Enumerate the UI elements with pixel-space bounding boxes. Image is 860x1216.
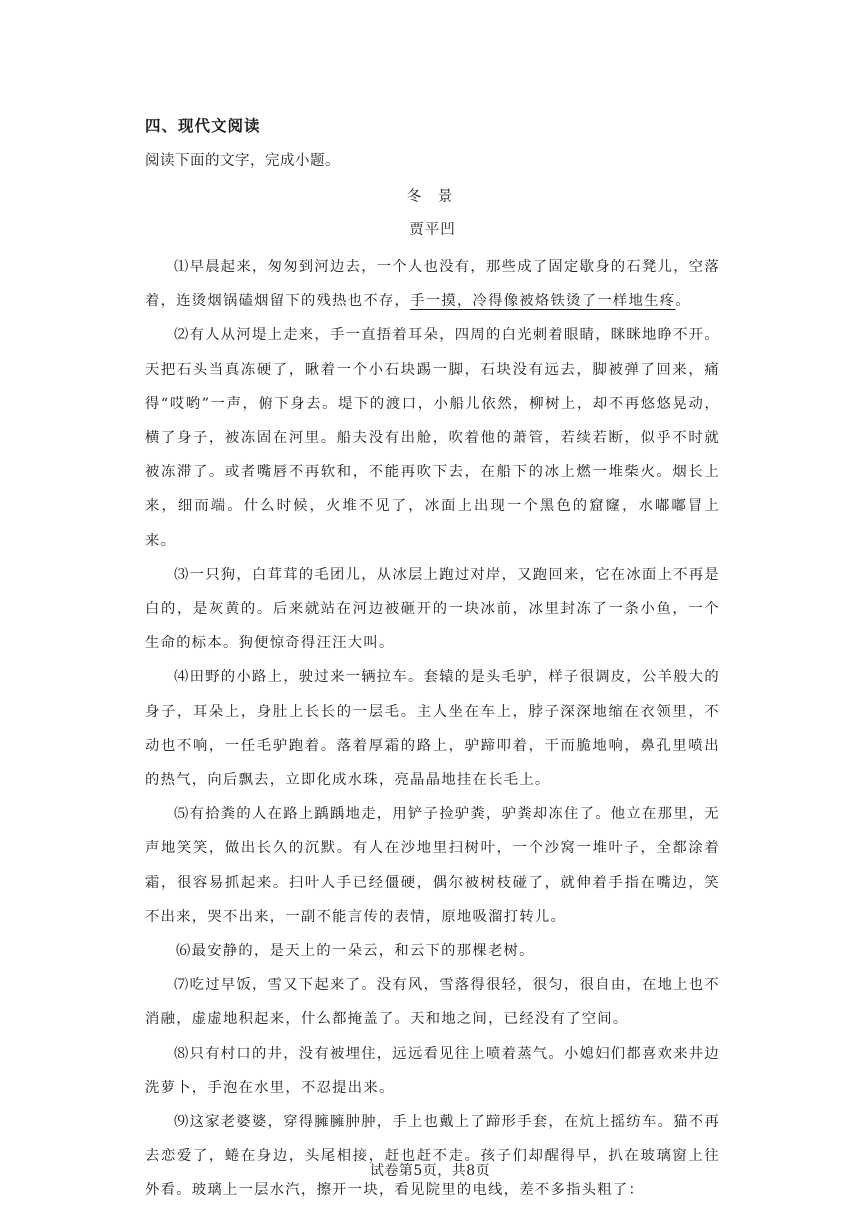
- reading-instruction: 阅读下面的文字，完成小题。: [145, 153, 340, 169]
- page-footer: 试卷第5页，共8页: [369, 1163, 491, 1179]
- paragraph-7: [145, 968, 720, 1036]
- paragraph-3: [145, 558, 720, 661]
- paragraph-5: [145, 797, 720, 934]
- paragraph-number: ⑶: [174, 566, 190, 583]
- paragraph-number: ⑼: [174, 1114, 190, 1131]
- paragraph-text: 吃过早饭，雪又下起来了。没有风，雪落得很轻，很匀，很自由，在地上也不消融，虚虚地积起来，什么都掩盖了。天和地之间，已经没有了空间。: [145, 977, 720, 1028]
- paragraph-number: ⑴: [174, 259, 190, 275]
- paragraph-text: 一只狗，白茸茸的毛团儿，从冰层上跑过对岸，又跑回来，它在冰面上不再是白的，是灰黄的。后来就站在河边被砸开的一块冰前，冰里封冻了一条小鱼，一个生命的标本。狗便惊奇得汪汪大叫。: [145, 566, 720, 652]
- paragraph-6: [145, 934, 720, 968]
- paragraph-1: [145, 250, 720, 318]
- paragraph-text: 最安静的，是天上的一朵云，和云下的那棵老树。: [191, 943, 535, 960]
- paragraph-2: [145, 318, 720, 557]
- paragraph-4: [145, 660, 720, 797]
- paragraph-text: 只有村口的井，没有被埋住，远远看见往上喷着蒸气。小媳妇们都喜欢来井边洗萝卜，手泡在水里，不忍提出来。: [145, 1045, 720, 1096]
- paragraph-9: [145, 1105, 720, 1208]
- paragraph-text: 有拾粪的人在路上踽踽地走，用铲子捡驴粪，驴粪却冻住了。他立在那里，无声地笑笑，做出长久的沉默。有人在沙地里扫树叶，一个沙窝一堆叶子，全都涂着霜，很容易抓起来。扫叶人手已经僵硬，偶尔被树枝碰了，就伸着手指在嘴边，笑不出来，哭不出来，一副不能言传的表情，原地吸溜打转儿。: [145, 806, 720, 925]
- article-body: [145, 250, 720, 1208]
- paragraph-text: 有人从河堤上走来，手一直捂着耳朵，四周的白光刺着眼睛，眯眯地睁不开。天把石头当真冻硬了，瞅着一个小石块踢一脚，石块没有远去，脚被弹了回来，痛得“哎哟”一声，俯下身去。堤下的渡口，小船儿依然，柳树上，却不再悠悠晃动，横了身子，被冻固在河里。船夫没有出舱，吹着他的萧管，若续若断，似乎不时就被冻滞了。或者嘴唇不再软和，不能再吹下去，在船下的冰上燃一堆柴火。烟长上来，细而端。什么时候，火堆不见了，冰面上出现一个黑色的窟窿，水嘟嘟冒上来。: [145, 327, 720, 549]
- paragraph-number: ⑷: [174, 669, 190, 686]
- article-author: 贾平凹: [409, 222, 456, 238]
- paragraph-number: ⑻: [174, 1045, 190, 1062]
- paragraph-number: ⑹: [176, 943, 192, 960]
- paragraph-text: 田野的小路上，驶过来一辆拉车。套辕的是头毛驴，样子很调皮，公羊般大的身子，耳朵上，身肚上长长的一层毛。主人坐在车上，脖子深深地缩在衣领里，不动也不响，一任毛驴跑着。落着厚霜的路上，驴蹄叩着，干而脆地响，鼻孔里喷出的热气，向后飘去，立即化成水珠，亮晶晶地挂在长毛上。: [145, 669, 720, 789]
- paragraph-text: 早晨起来，匆匆到河边去，一个人也没有，那些成了固定歇身的石凳儿，空落着，连烫烟锅磕烟留下的残热也不存，: [145, 259, 720, 310]
- paragraph-number: ⑸: [174, 806, 190, 823]
- section-heading: 四、现代文阅读: [145, 117, 261, 135]
- paragraph-number: ⑺: [174, 977, 190, 994]
- underlined-sentence: 手一摸，冷得像被烙铁烫了一样地生疼: [410, 293, 676, 310]
- paragraph-8: [145, 1037, 720, 1105]
- article-title: 冬 景: [406, 189, 459, 205]
- paragraph-text-end: 。: [675, 293, 691, 310]
- paragraph-number: ⑵: [174, 327, 190, 344]
- paragraph-text: 这家老婆婆，穿得臃臃肿肿，手上也戴上了蹄形手套，在炕上摇纺车。猫不再去恋爱了，蜷在身边，头尾相接，赶也赶不走。孩子们却醒得早，扒在玻璃窗上往外看。玻璃上一层水汽，擦开一块，看见院里的电线，差不多指头粗了：: [145, 1114, 720, 1199]
